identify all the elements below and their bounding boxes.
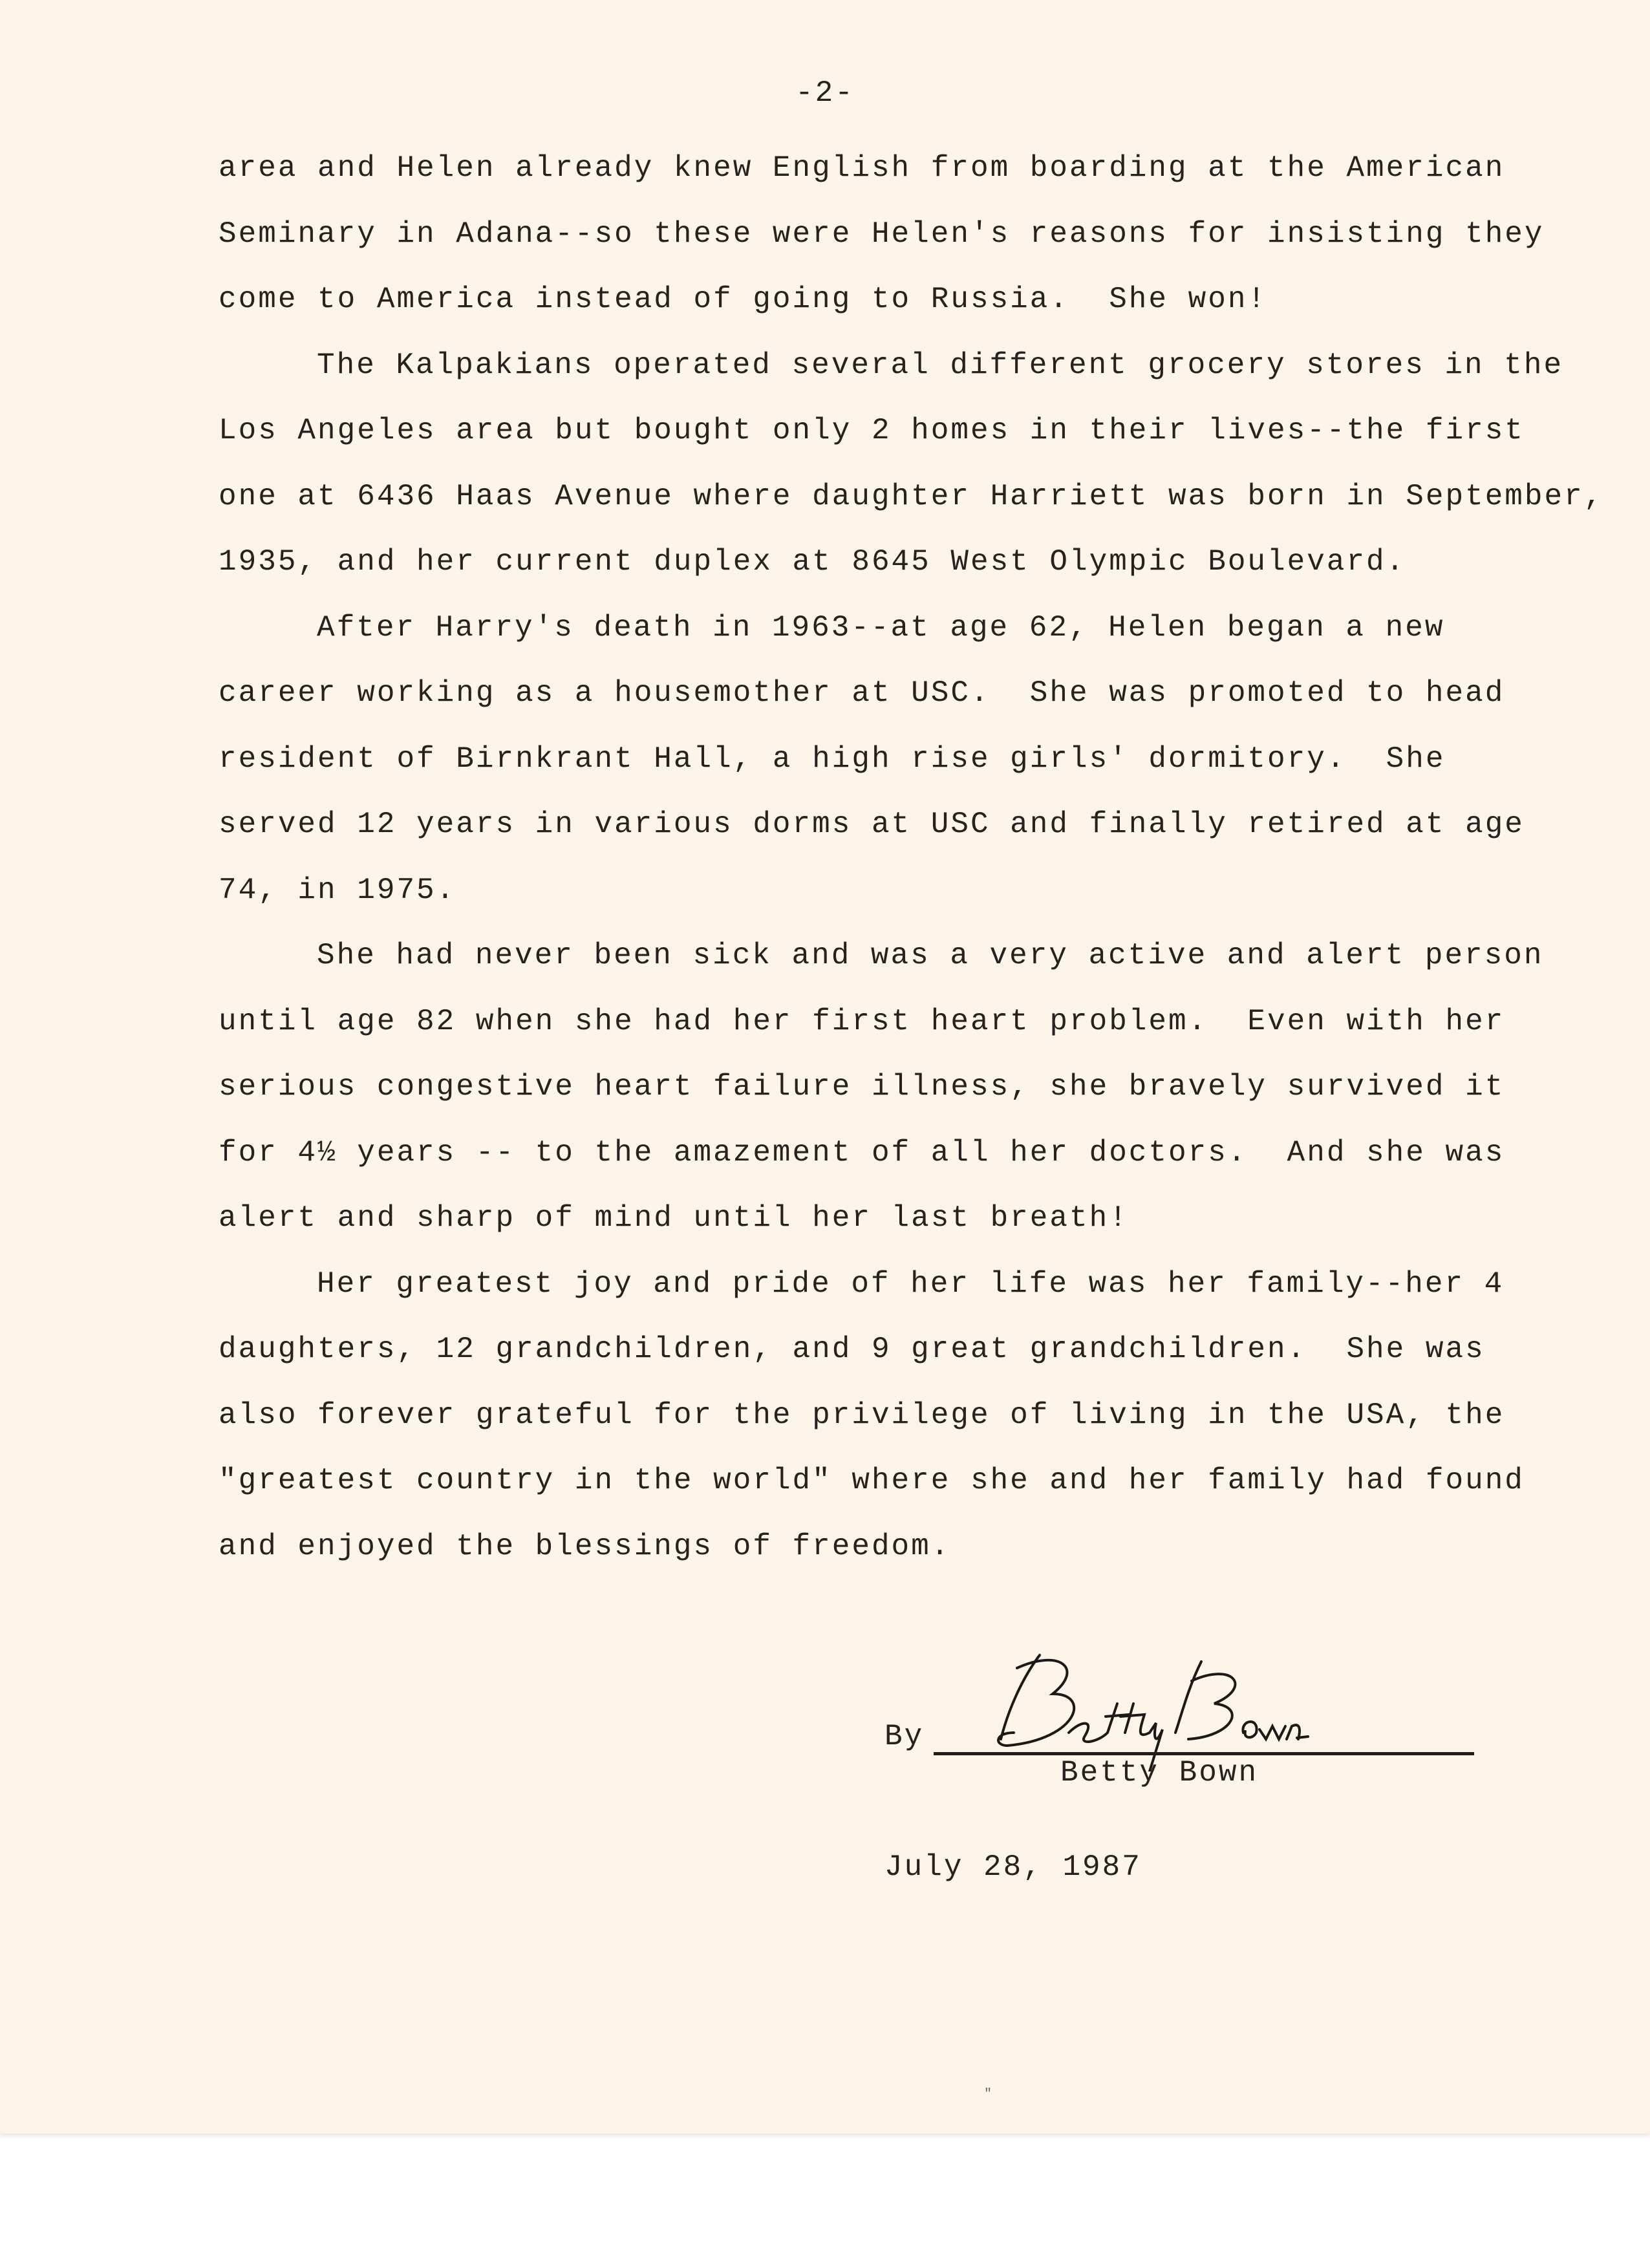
typed-signer-name: Betty Bown <box>1060 1756 1259 1790</box>
text-line: daughters, 12 grandchildren, and 9 great grandchildren. She was <box>219 1332 1485 1366</box>
text-line: for 4½ years -- to the amazement of all her doctors. And she was <box>219 1135 1505 1170</box>
paragraph <box>219 136 1563 333</box>
text-line: also forever grateful for the privilege of living in the USA, the <box>219 1398 1505 1432</box>
text-line: serious congestive heart failure illness, she bravely survived it <box>219 1070 1505 1104</box>
text-line: alert and sharp of mind until her last breath! <box>219 1201 1129 1235</box>
signature-block <box>884 1642 1466 1823</box>
stray-mark: " <box>984 2087 994 2102</box>
text-line: until age 82 when she had her first heart problem. Even with her <box>219 1004 1505 1038</box>
page-number: -2- <box>795 76 855 110</box>
text-line: one at 6436 Haas Avenue where daughter Harriett was born in September, <box>219 479 1604 513</box>
text-line: career working as a housemother at USC. She was promoted to head <box>219 676 1505 710</box>
paragraph <box>219 595 1563 924</box>
text-line: resident of Birnkrant Hall, a high rise girls' dormitory. She <box>219 742 1446 776</box>
signature-line <box>934 1752 1474 1755</box>
text-line: come to America instead of going to Russia. She won! <box>219 283 1268 316</box>
by-label: By <box>884 1720 925 1753</box>
text-line: The Kalpakians operated several different grocery stores in the <box>317 348 1564 382</box>
text-line: Seminary in Adana--so these were Helen's reasons for insisting they <box>219 217 1545 251</box>
text-line: area and Helen already knew English from boarding at the American <box>219 151 1505 185</box>
text-line: and enjoyed the blessings of freedom. <box>219 1529 951 1563</box>
text-line: 1935, and her current duplex at 8645 West Olympic Boulevard. <box>219 545 1406 579</box>
paragraph <box>219 333 1604 595</box>
text-line: Her greatest joy and pride of her life was her family--her 4 <box>317 1267 1505 1301</box>
text-line: served 12 years in various dorms at USC and finally retired at age <box>219 808 1525 841</box>
letter-date: July 28, 1987 <box>884 1850 1142 1884</box>
letter-body <box>219 136 1604 1579</box>
paragraph <box>219 1252 1563 1580</box>
text-line: Los Angeles area but bought only 2 homes in their lives--the first <box>219 414 1525 447</box>
text-line: She had never been sick and was a very active and alert person <box>317 939 1544 972</box>
text-line: "greatest country in the world" where she and her family had found <box>219 1464 1525 1497</box>
paragraph <box>219 923 1563 1252</box>
text-line: 74, in 1975. <box>219 873 456 907</box>
text-line: After Harry's death in 1963--at age 62, Helen began a new <box>317 610 1445 645</box>
